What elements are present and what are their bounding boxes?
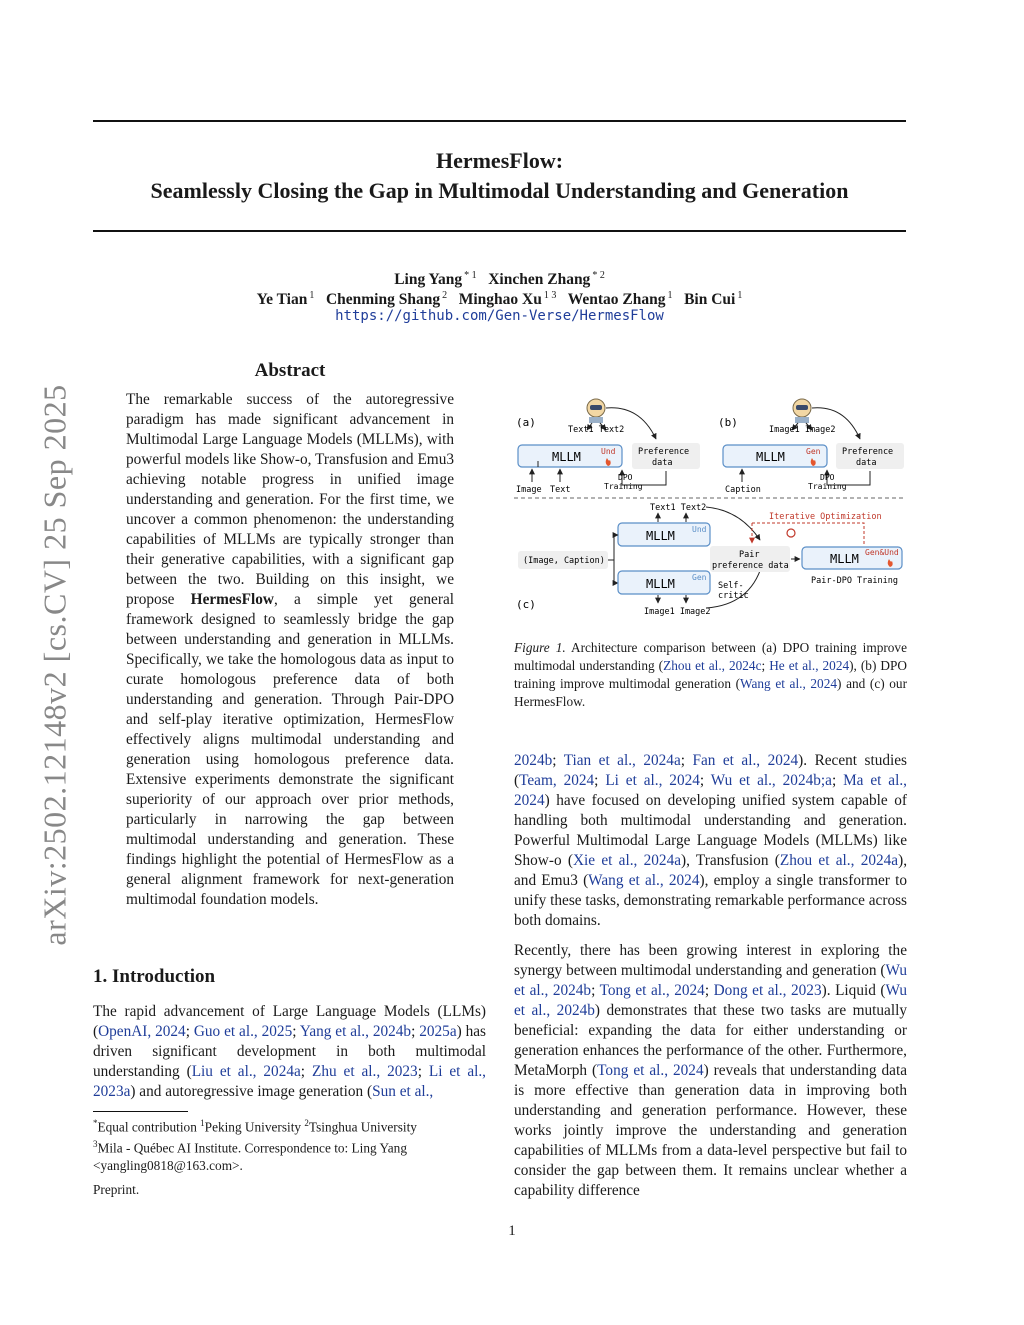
- body-text: ;: [417, 1063, 429, 1080]
- citation-link[interactable]: Dong et al., 2023: [713, 982, 822, 999]
- output-label: Image1 Image2: [769, 425, 836, 435]
- pair-label: preference data: [712, 561, 789, 571]
- citation-link[interactable]: Fan et al., 2024: [692, 752, 799, 769]
- citation-link[interactable]: 2025a: [419, 1023, 457, 1040]
- body-text: ) has driven significant development in both multimodal understanding (: [93, 1023, 487, 1080]
- citation-link[interactable]: Yang et al., 2024b: [299, 1023, 412, 1040]
- footnote-text: Tsinghua University: [308, 1119, 417, 1135]
- author-name: Xinchen Zhang: [488, 271, 591, 289]
- intro-paragraph-left: [93, 1002, 486, 1102]
- input-label: Caption: [725, 485, 761, 495]
- author-name: Bin Cui: [684, 291, 736, 309]
- dpo-label: DPO: [618, 473, 633, 482]
- paper-title-line2: Seamlessly Closing the Gap in Multimodal Understanding and Generation: [150, 178, 849, 203]
- preference-label: Preference: [842, 447, 894, 457]
- body-text: ;: [591, 982, 600, 999]
- und-tag: Und: [601, 447, 616, 456]
- citation-link[interactable]: Sun et al.,: [372, 1083, 434, 1100]
- refresh-icon: [787, 529, 795, 537]
- citation-link[interactable]: Wang et al., 2024: [740, 676, 838, 691]
- citation-link[interactable]: Ma et al., 2024: [514, 772, 907, 809]
- input-label: Image: [516, 485, 542, 495]
- author-name: Ling Yang: [394, 271, 463, 289]
- paper-title-line1: HermesFlow:: [435, 148, 564, 173]
- body-text: ) reveals that understanding data is more effective than generation data in improving both understanding and generation performance. However, these works jointly improve the understanding and generation capabilities of MLLMs from a data-level perspective but fail to consider the gap between them. It remains unclear whether a capability difference: [514, 1062, 907, 1199]
- top-rule: [93, 120, 906, 122]
- gen-tag: Gen: [806, 447, 821, 456]
- dpo-label: Training: [808, 482, 847, 491]
- footnote-text: Mila - Québec AI Institute. Correspondence to: Ling Yang <yangling0818@163.com>.: [93, 1140, 407, 1173]
- body-text: ) and autoregressive image generation (: [130, 1083, 373, 1100]
- panel-label-c: (c): [516, 598, 536, 611]
- citation-link[interactable]: He et al., 2024: [769, 658, 850, 673]
- preference-label: Preference: [638, 447, 690, 457]
- panel-label-a: (a): [516, 416, 536, 429]
- author-affiliation: 2: [442, 290, 448, 301]
- preference-label: data: [856, 458, 877, 468]
- intro-paragraph-right-1: [514, 751, 907, 931]
- robot-icon: [587, 399, 605, 423]
- body-text: ). Liquid (: [821, 982, 886, 999]
- und-tag: Und: [692, 525, 707, 534]
- body-text: ;: [292, 1023, 300, 1040]
- author-name: Wentao Zhang: [567, 291, 666, 309]
- author-affiliation: * 2: [592, 270, 605, 281]
- output-label: Text1 Text2: [568, 425, 625, 435]
- self-critic-label: critic: [718, 591, 749, 601]
- body-text: ;: [704, 982, 714, 999]
- input-label: (Image, Caption): [523, 556, 605, 566]
- caption-text: ) and (c) our HermesFlow.: [514, 676, 907, 709]
- mllm-label: MLLM: [646, 529, 675, 543]
- gen-tag: Gen: [692, 573, 707, 582]
- citation-link[interactable]: Zhou et al., 2024a: [779, 852, 899, 869]
- github-link[interactable]: https://github.com/Gen-Verse/HermesFlow: [335, 308, 664, 324]
- citation-link[interactable]: Li et al., 2024: [605, 772, 700, 789]
- output-label: Image1 Image2: [644, 607, 711, 617]
- abstract-method-name: HermesFlow: [190, 591, 274, 608]
- mllm-label: MLLM: [646, 577, 675, 591]
- pair-label: Pair: [739, 550, 760, 560]
- citation-link[interactable]: Li et al., 2023a: [93, 1063, 487, 1100]
- body-text: ), Transfusion (: [681, 852, 780, 869]
- citation-link[interactable]: Team, 2024: [519, 772, 595, 789]
- iterative-label: Iterative Optimization: [769, 512, 882, 522]
- body-text: ;: [552, 752, 564, 769]
- citation-link[interactable]: Tian et al., 2024a: [563, 752, 681, 769]
- mllm-label: MLLM: [552, 450, 581, 464]
- body-text: ;: [680, 752, 693, 769]
- citation-link[interactable]: Tong et al., 2024: [599, 982, 705, 999]
- author-name: Minghao Xu: [458, 291, 542, 309]
- citation-link[interactable]: Zhou et al., 2024c: [663, 658, 762, 673]
- footnote-mark: *: [93, 1118, 98, 1128]
- author-name: Ye Tian: [256, 291, 308, 309]
- output-label: Text1 Text2: [650, 503, 707, 513]
- citation-link[interactable]: Xie et al., 2024a: [572, 852, 682, 869]
- body-text: ;: [411, 1023, 420, 1040]
- mllm-label: MLLM: [830, 552, 859, 566]
- gen-und-tag: Gen&Und: [865, 548, 899, 557]
- abstract-body: [126, 390, 454, 910]
- citation-link[interactable]: Guo et al., 2025: [193, 1023, 293, 1040]
- body-text: The rapid advancement of Large Language Models (LLMs) (: [93, 1003, 486, 1040]
- body-text: ;: [831, 772, 844, 789]
- citation-link[interactable]: Liu et al., 2024a: [191, 1063, 301, 1080]
- author-affiliation: 1: [309, 290, 315, 301]
- footnote-rule: [93, 1111, 188, 1112]
- footnote-text: Equal contribution: [97, 1119, 201, 1135]
- caption-text: Architecture comparison between (a) DPO training improve multimodal understanding (: [514, 640, 907, 673]
- self-critic-label: Self-: [718, 581, 744, 591]
- body-text: ;: [699, 772, 711, 789]
- architecture-figure: [510, 395, 910, 620]
- robot-icon: [793, 399, 811, 423]
- preprint-label: Preprint.: [93, 1182, 140, 1197]
- body-text: ;: [594, 772, 606, 789]
- section-heading-introduction: 1. Introduction: [93, 966, 216, 987]
- caption-label: Figure 1.: [514, 640, 566, 655]
- arrow: [608, 535, 618, 560]
- citation-link[interactable]: Zhu et al., 2023: [311, 1063, 418, 1080]
- body-text: ;: [300, 1063, 312, 1080]
- pair-dpo-label: Pair-DPO Training: [811, 576, 898, 586]
- dpo-label: Training: [604, 482, 643, 491]
- author-affiliation: * 1: [464, 270, 477, 281]
- author-line-2: [93, 286, 906, 310]
- footnote-text: Peking University: [204, 1119, 305, 1135]
- abstract-heading: Abstract: [254, 360, 326, 381]
- author-name: Chenming Shang: [325, 291, 441, 309]
- body-text: ;: [185, 1023, 194, 1040]
- body-text: ). Recent studies (: [514, 752, 908, 789]
- dpo-label: DPO: [820, 473, 835, 482]
- abstract-text: The remarkable success of the autoregressive paradigm has made significant advancement in Multimodal Large Language Models (MLLMs), with powerful models like Show-o, Transfusion and Emu3 achieving notable progress in unified image understanding and generation. For the first time, we uncover a common phenomenon: the understanding capabilities of MLLMs are typically stronger than their generative capabilities, with a significant gap between the two. Building on this insight, we propose: [126, 391, 454, 608]
- figure-caption: [514, 639, 907, 711]
- input-label: Text: [550, 485, 571, 495]
- body-text: ) have focused on developing unified system capable of handling both multimodal understanding and generation. Powerful Multimodal Large Language Models (MLLMs) like Show-o (: [514, 792, 907, 869]
- body-text: ), employ a single transformer to unify these tasks, demonstrating remarkable performance across both domains.: [514, 872, 907, 929]
- preference-label: data: [652, 458, 673, 468]
- panel-label-b: (b): [718, 416, 738, 429]
- citation-link[interactable]: 2024b: [514, 752, 553, 769]
- citation-link[interactable]: Wang et al., 2024: [588, 872, 700, 889]
- citation-link[interactable]: Wu et al., 2024b: [514, 962, 907, 999]
- bottom-rule: [93, 230, 906, 232]
- footnote-mark: 1: [200, 1118, 205, 1128]
- citation-link[interactable]: Tong et al., 2024: [597, 1062, 704, 1079]
- footnote: [93, 1115, 486, 1174]
- body-text: ), and Emu3 (: [514, 852, 908, 889]
- citation-link[interactable]: Wu et al., 2024b;a: [710, 772, 832, 789]
- author-affiliation: 1 3: [543, 290, 557, 301]
- footnote-mark: 3: [93, 1138, 98, 1149]
- body-text: ) demonstrates that these two tasks are mutually beneficial: expanding the data for either understanding or generation enhances the performance of the other. Furthermore, MetaMorph (: [514, 1002, 907, 1079]
- citation-link[interactable]: OpenAI, 2024: [98, 1023, 186, 1040]
- iteration-loop: [752, 523, 864, 545]
- author-affiliation: 1: [737, 290, 743, 301]
- arxiv-side-label: arXiv:2502.12148v2 [cs.CV] 25 Sep 2025: [36, 384, 73, 946]
- author-affiliation: 1: [667, 290, 673, 301]
- body-text: Recently, there has been growing interest in exploring the synergy between multimodal understanding and generation (: [514, 942, 907, 979]
- caption-text: ), (b) DPO training improve multimodal generation (: [514, 658, 907, 691]
- citation-link[interactable]: Wu et al., 2024b: [514, 982, 907, 1019]
- mllm-label: MLLM: [756, 450, 785, 464]
- intro-paragraph-right-2: [514, 941, 907, 1201]
- page-number: 1: [508, 1223, 516, 1239]
- footnote-mark: 2: [304, 1118, 309, 1128]
- abstract-text: , a simple yet general framework designed to seamlessly bridge the gap between understanding and generation in MLLMs. Specifically, we take the homologous data as input to curate homologous preference data of both understanding and generation. Through Pair-DPO and self-play iterative optimization, HermesFlow effectively aligns multimodal understanding and generation using homologous preference data. Extensive experiments demonstrate the significant superiority of our approach over prior methods, particularly in narrowing the gap between multimodal understanding and generation. These findings highlight the potential of HermesFlow as a general alignment framework for next-generation multimodal foundation models.: [126, 591, 454, 908]
- caption-text: ;: [761, 658, 770, 673]
